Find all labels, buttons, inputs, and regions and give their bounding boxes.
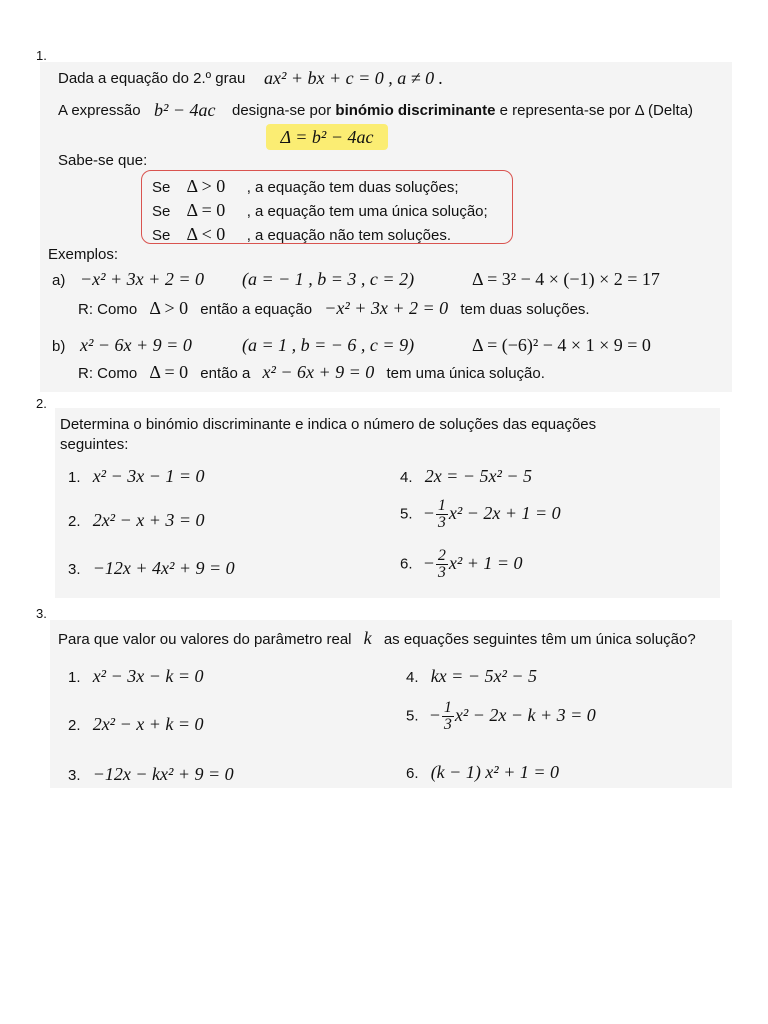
q1-expr-desc-a: designa-se por	[232, 102, 332, 119]
item-number: 2.	[68, 513, 81, 530]
item-number: 6.	[400, 555, 413, 573]
fraction-denominator: 3	[437, 514, 446, 531]
answer-end: tem duas soluções.	[460, 301, 590, 318]
case-row-zero	[152, 200, 488, 221]
item-equation	[422, 497, 561, 531]
fraction-sign: −	[428, 704, 441, 725]
answer-mid: então a equação	[200, 301, 313, 318]
fraction-denominator: 3	[443, 716, 452, 733]
item-equation: −12x − kx² + 9 = 0	[92, 764, 234, 784]
delta-definition: Δ = b² − 4ac	[280, 127, 374, 147]
item-number: 4.	[400, 469, 413, 486]
q3-item-3	[68, 764, 234, 785]
item-number: 5.	[406, 707, 419, 725]
example-a-equation: −x² + 3x + 2 = 0	[80, 269, 204, 289]
q2-item-3	[68, 558, 235, 579]
q3-number: 3.	[36, 606, 47, 621]
q3-item-2	[68, 714, 204, 735]
answer-label: R: Como	[78, 301, 138, 318]
q1-general-equation: ax² + bx + c = 0 , a ≠ 0 .	[264, 68, 444, 88]
delta-definition-highlight	[266, 124, 388, 150]
item-equation: −12x + 4x² + 9 = 0	[92, 558, 235, 578]
answer-label: R: Como	[78, 365, 138, 382]
item-number: 3.	[68, 561, 81, 578]
item-number: 1.	[68, 469, 81, 486]
equation-rest: x² + 1 = 0	[448, 552, 523, 573]
fraction	[436, 548, 448, 581]
item-number: 5.	[400, 505, 413, 523]
item-equation: (k − 1) x² + 1 = 0	[430, 762, 559, 782]
case-row-positive	[152, 176, 459, 197]
q3-statement-b: as equações seguintes têm um única solução?	[383, 631, 696, 648]
q2-item-2	[68, 510, 205, 531]
example-a-answer	[78, 298, 590, 319]
example-a-label: a)	[52, 272, 66, 289]
q1-expression: b² − 4ac	[154, 100, 216, 120]
q2-number: 2.	[36, 396, 47, 411]
answer-condition: Δ = 0	[149, 362, 189, 382]
example-b-coefficients: (a = 1 , b = − 6 , c = 9)	[242, 335, 415, 355]
q3-item-1	[68, 666, 204, 687]
case-se: Se	[152, 203, 171, 220]
fraction-numerator: 1	[443, 699, 452, 716]
q3-item-5	[406, 700, 596, 733]
item-equation: 2x² − x + 3 = 0	[92, 510, 205, 530]
q1-sabe: Sabe-se que:	[58, 152, 148, 169]
item-equation: 2x = − 5x² − 5	[424, 466, 533, 486]
item-equation: x² − 3x − k = 0	[92, 666, 204, 686]
item-equation: kx = − 5x² − 5	[430, 666, 537, 686]
case-se: Se	[152, 227, 171, 244]
q2-item-5	[400, 498, 561, 531]
item-number: 6.	[406, 765, 419, 782]
case-text: , a equação tem uma única solução;	[246, 203, 488, 220]
fraction-denominator: 3	[437, 564, 446, 581]
example-b-delta: Δ = (−6)² − 4 × 1 × 9 = 0	[472, 335, 651, 355]
q3-statement-a: Para que valor ou valores do parâmetro real	[58, 631, 352, 648]
q3-item-6	[406, 762, 559, 783]
answer-end: tem uma única solução.	[386, 365, 545, 382]
example-a-delta: Δ = 3² − 4 × (−1) × 2 = 17	[472, 269, 660, 289]
case-condition: Δ = 0	[186, 200, 226, 220]
q2-statement-line2: seguintes:	[60, 436, 129, 453]
fraction	[436, 498, 448, 531]
q1-expr-desc-b: e representa-se por Δ (Delta)	[499, 102, 694, 119]
item-number: 4.	[406, 669, 419, 686]
case-se: Se	[152, 179, 171, 196]
fraction-numerator: 1	[437, 497, 446, 514]
item-equation: 2x² − x + k = 0	[92, 714, 204, 734]
item-equation	[422, 547, 523, 581]
fraction-sign: −	[422, 502, 435, 523]
examples-title: Exemplos:	[48, 246, 119, 263]
answer-mid: então a	[200, 365, 251, 382]
item-number: 3.	[68, 767, 81, 784]
equation-rest: x² − 2x − k + 3 = 0	[454, 704, 596, 725]
q2-item-1	[68, 466, 205, 487]
q3-statement	[58, 628, 696, 649]
item-number: 1.	[68, 669, 81, 686]
fraction-numerator: 2	[437, 547, 446, 564]
fraction-sign: −	[422, 552, 435, 573]
q2-statement-line1: Determina o binómio discriminante e indica o número de soluções das equações	[60, 416, 597, 433]
equation-rest: x² − 2x + 1 = 0	[448, 502, 561, 523]
q3-item-4	[406, 666, 537, 687]
item-number: 2.	[68, 717, 81, 734]
q2-item-6	[400, 548, 523, 581]
case-condition: Δ > 0	[186, 176, 226, 196]
example-b-equation: x² − 6x + 9 = 0	[80, 335, 192, 355]
q3-parameter: k	[363, 628, 372, 648]
item-equation: x² − 3x − 1 = 0	[92, 466, 205, 486]
q1-intro: Dada a equação do 2.º grau	[58, 70, 246, 87]
example-b-answer	[78, 362, 545, 383]
q1-number: 1.	[36, 48, 47, 63]
answer-equation: x² − 6x + 9 = 0	[262, 362, 375, 382]
q1-expr-desc	[232, 102, 693, 120]
case-text: , a equação não tem soluções.	[246, 227, 452, 244]
case-condition: Δ < 0	[186, 224, 226, 244]
example-a-coefficients: (a = − 1 , b = 3 , c = 2)	[242, 269, 415, 289]
q1-expr-desc-bold: binómio discriminante	[335, 102, 496, 119]
case-row-negative	[152, 224, 451, 245]
answer-equation: −x² + 3x + 2 = 0	[324, 298, 449, 318]
fraction	[442, 700, 454, 733]
q1-expr-label: A expressão	[58, 102, 141, 119]
item-equation	[428, 699, 596, 733]
case-text: , a equação tem duas soluções;	[246, 179, 459, 196]
answer-condition: Δ > 0	[149, 298, 189, 318]
q2-item-4	[400, 466, 532, 487]
example-b-label: b)	[52, 338, 66, 355]
